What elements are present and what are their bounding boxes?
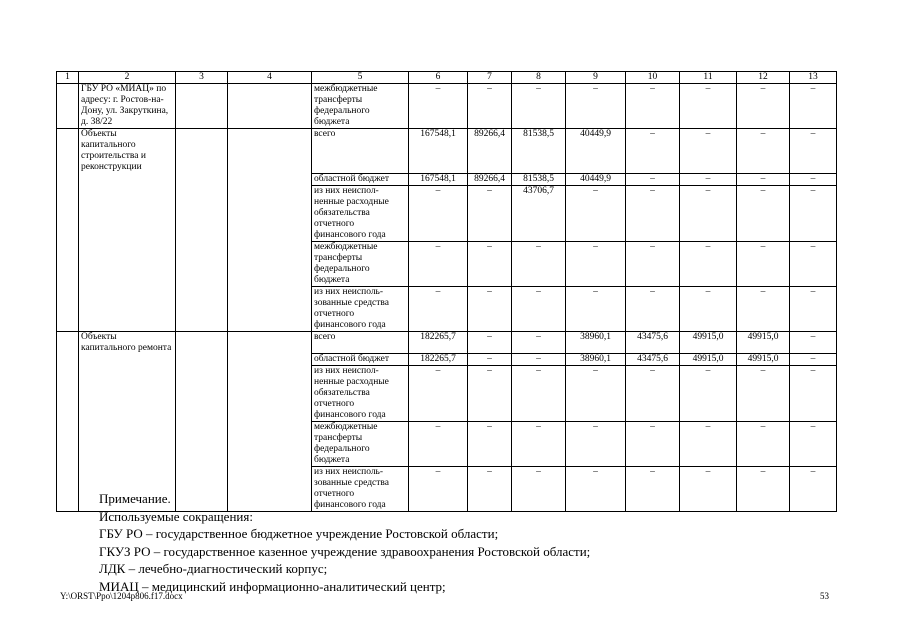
value-cell: – — [680, 366, 737, 422]
funding-source-cell: всего — [312, 129, 409, 174]
value-cell: – — [790, 185, 837, 241]
value-cell: – — [512, 241, 566, 286]
funding-source-cell: всего — [312, 331, 409, 354]
object-name-cell — [79, 366, 176, 422]
value-cell: – — [680, 84, 737, 129]
value-cell: – — [790, 467, 837, 512]
table-row — [57, 331, 837, 354]
object-name-cell — [79, 354, 176, 366]
value-cell: 49915,0 — [680, 331, 737, 354]
index-cell — [57, 185, 79, 241]
column-number-3: 3 — [176, 72, 228, 84]
empty-cell — [176, 286, 228, 331]
column-number-9: 9 — [566, 72, 626, 84]
empty-cell — [228, 422, 312, 467]
value-cell: – — [737, 241, 790, 286]
value-cell: – — [409, 366, 468, 422]
funding-source-cell: межбюджетные трансферты федерального бюджета — [312, 84, 409, 129]
value-cell: 81538,5 — [512, 173, 566, 185]
value-cell: – — [468, 354, 512, 366]
value-cell: – — [737, 129, 790, 174]
column-number-1: 1 — [57, 72, 79, 84]
abbreviation-miac: МИАЦ – медицинский информационно-аналитический центр; — [99, 578, 446, 594]
index-cell — [57, 366, 79, 422]
abbreviation-gkuz: ГКУЗ РО – государственное казенное учреждение здравоохранения Ростовской области; — [99, 543, 591, 559]
value-cell: – — [512, 84, 566, 129]
funding-source-cell: межбюджетные трансферты федерального бюджета — [312, 241, 409, 286]
value-cell: – — [626, 366, 680, 422]
index-cell — [57, 173, 79, 185]
column-number-13: 13 — [790, 72, 837, 84]
column-number-2: 2 — [79, 72, 176, 84]
value-cell: – — [409, 422, 468, 467]
value-cell: – — [737, 173, 790, 185]
value-cell: – — [409, 286, 468, 331]
object-name-cell: Объекты капитального ремонта — [79, 331, 176, 354]
value-cell: – — [737, 467, 790, 512]
abbreviation-ldk: ЛДК – лечебно-диагностический корпус; — [99, 561, 328, 576]
value-cell: – — [680, 129, 737, 174]
value-cell: – — [566, 286, 626, 331]
table-row — [57, 129, 837, 174]
empty-cell — [176, 331, 228, 354]
value-cell: – — [626, 129, 680, 174]
value-cell: – — [790, 366, 837, 422]
value-cell: – — [512, 331, 566, 354]
value-cell: – — [566, 84, 626, 129]
value-cell: – — [468, 366, 512, 422]
value-cell: – — [680, 241, 737, 286]
value-cell: 49915,0 — [737, 354, 790, 366]
value-cell: – — [409, 185, 468, 241]
table-row — [57, 286, 837, 331]
value-cell: 38960,1 — [566, 331, 626, 354]
value-cell: – — [680, 422, 737, 467]
object-name-cell — [79, 422, 176, 467]
empty-cell — [228, 366, 312, 422]
table-row — [57, 185, 837, 241]
empty-cell — [228, 129, 312, 174]
value-cell: – — [737, 84, 790, 129]
value-cell: – — [626, 173, 680, 185]
empty-cell — [176, 173, 228, 185]
value-cell: – — [626, 185, 680, 241]
object-name-cell — [79, 241, 176, 286]
column-number-5: 5 — [312, 72, 409, 84]
funding-source-cell: из них неисполь-зованные средства отчетного финансового года — [312, 467, 409, 512]
value-cell: – — [409, 241, 468, 286]
empty-cell — [228, 354, 312, 366]
empty-cell — [228, 84, 312, 129]
value-cell: – — [566, 422, 626, 467]
table-row — [57, 422, 837, 467]
value-cell: 49915,0 — [737, 331, 790, 354]
value-cell: 40449,9 — [566, 173, 626, 185]
column-number-8: 8 — [512, 72, 566, 84]
value-cell: 38960,1 — [566, 354, 626, 366]
index-cell — [57, 467, 79, 512]
value-cell: – — [566, 185, 626, 241]
funding-source-cell: из них неиспол-ненные расходные обязательства отчетного финансового года — [312, 185, 409, 241]
funding-source-cell: из них неисполь-зованные средства отчетного финансового года — [312, 286, 409, 331]
page-number: 53 — [820, 591, 829, 601]
empty-cell — [228, 331, 312, 354]
empty-cell — [176, 366, 228, 422]
value-cell: – — [680, 173, 737, 185]
empty-cell — [228, 241, 312, 286]
empty-cell — [176, 241, 228, 286]
index-cell — [57, 241, 79, 286]
object-name-cell — [79, 173, 176, 185]
value-cell: – — [626, 84, 680, 129]
value-cell: – — [468, 467, 512, 512]
object-name-cell — [79, 286, 176, 331]
column-number-12: 12 — [737, 72, 790, 84]
value-cell: 182265,7 — [409, 354, 468, 366]
value-cell: 49915,0 — [680, 354, 737, 366]
value-cell: – — [409, 84, 468, 129]
value-cell: – — [468, 241, 512, 286]
index-cell — [57, 84, 79, 129]
value-cell: – — [790, 286, 837, 331]
index-cell — [57, 354, 79, 366]
value-cell: 182265,7 — [409, 331, 468, 354]
value-cell: – — [790, 422, 837, 467]
value-cell: – — [468, 286, 512, 331]
value-cell: – — [512, 286, 566, 331]
value-cell: 43706,7 — [512, 185, 566, 241]
abbreviation-gbu: ГБУ РО – государственное бюджетное учреждение Ростовской области; — [99, 526, 499, 541]
funding-source-cell: областной бюджет — [312, 173, 409, 185]
value-cell: 40449,9 — [566, 129, 626, 174]
table-row — [57, 173, 837, 185]
header-row — [57, 72, 837, 84]
value-cell: – — [790, 331, 837, 354]
index-cell — [57, 331, 79, 354]
funding-source-cell: областной бюджет — [312, 354, 409, 366]
object-name-cell: Объекты капитального строительства и реконструкции — [79, 129, 176, 174]
value-cell: 89266,4 — [468, 173, 512, 185]
object-name-cell — [79, 185, 176, 241]
object-name-cell: ГБУ РО «МИАЦ» по адресу: г. Ростов-на-Дону, ул. Закруткина, д. 38/22 — [79, 84, 176, 129]
value-cell: – — [626, 286, 680, 331]
value-cell: 81538,5 — [512, 129, 566, 174]
value-cell: 43475,6 — [626, 331, 680, 354]
value-cell: – — [566, 366, 626, 422]
table-row — [57, 84, 837, 129]
value-cell: – — [468, 84, 512, 129]
notes-title: Примечание. — [99, 491, 171, 506]
value-cell: – — [737, 422, 790, 467]
value-cell: – — [468, 185, 512, 241]
notes — [99, 490, 590, 595]
index-cell — [57, 129, 79, 174]
column-number-6: 6 — [409, 72, 468, 84]
file-path: Y:\ORST\Ppo\1204p806.f17.docx — [60, 591, 183, 601]
value-cell: – — [790, 129, 837, 174]
value-cell: – — [512, 422, 566, 467]
value-cell: 89266,4 — [468, 129, 512, 174]
empty-cell — [176, 84, 228, 129]
value-cell: – — [680, 467, 737, 512]
value-cell: 167548,1 — [409, 173, 468, 185]
value-cell: – — [468, 331, 512, 354]
value-cell: 167548,1 — [409, 129, 468, 174]
index-cell — [57, 286, 79, 331]
budget-table — [56, 71, 837, 512]
table-row — [57, 354, 837, 366]
value-cell: – — [512, 366, 566, 422]
value-cell: – — [680, 286, 737, 331]
value-cell: – — [626, 241, 680, 286]
abbreviations-heading: Используемые сокращения: — [99, 508, 253, 524]
funding-source-cell: из них неиспол-ненные расходные обязательства отчетного финансового года — [312, 366, 409, 422]
value-cell: – — [790, 354, 837, 366]
value-cell: – — [737, 185, 790, 241]
value-cell: – — [409, 467, 468, 512]
value-cell: – — [512, 467, 566, 512]
empty-cell — [176, 354, 228, 366]
value-cell: – — [566, 467, 626, 512]
empty-cell — [228, 185, 312, 241]
value-cell: – — [737, 366, 790, 422]
empty-cell — [176, 422, 228, 467]
column-number-11: 11 — [680, 72, 737, 84]
value-cell: – — [737, 286, 790, 331]
value-cell: – — [790, 84, 837, 129]
value-cell: – — [790, 173, 837, 185]
index-cell — [57, 422, 79, 467]
column-number-4: 4 — [228, 72, 312, 84]
empty-cell — [176, 185, 228, 241]
value-cell: – — [566, 241, 626, 286]
value-cell: – — [468, 422, 512, 467]
empty-cell — [176, 129, 228, 174]
table-row — [57, 366, 837, 422]
empty-cell — [228, 173, 312, 185]
value-cell: 43475,6 — [626, 354, 680, 366]
value-cell: – — [790, 241, 837, 286]
empty-cell — [228, 286, 312, 331]
value-cell: – — [626, 422, 680, 467]
table-row — [57, 241, 837, 286]
value-cell: – — [680, 185, 737, 241]
funding-source-cell: межбюджетные трансферты федерального бюджета — [312, 422, 409, 467]
column-number-10: 10 — [626, 72, 680, 84]
value-cell: – — [512, 354, 566, 366]
column-number-7: 7 — [468, 72, 512, 84]
value-cell: – — [626, 467, 680, 512]
